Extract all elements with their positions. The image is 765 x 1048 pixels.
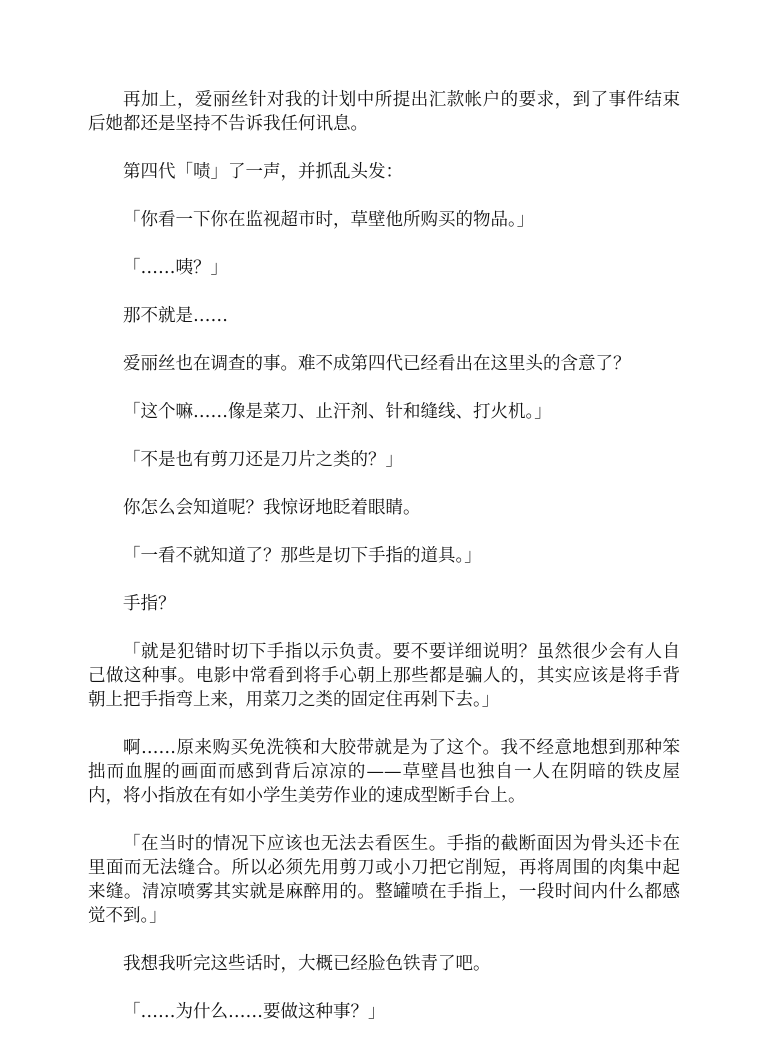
paragraph: 「不是也有剪刀还是刀片之类的？」 bbox=[123, 450, 403, 470]
document-page bbox=[88, 88, 680, 1048]
paragraph: 手指？ bbox=[123, 594, 176, 614]
paragraph: 「就是犯错时切下手指以示负责。要不要详细说明？虽然很少会有人自己做这种事。电影中常看到将手心朝上那些都是骗人的，其实应该是将手背朝上把手指弯上来，用菜刀之类的固定住再剁下去。」 bbox=[88, 642, 680, 710]
paragraph: 啊……原来购买免洗筷和大胶带就是为了这个。我不经意地想到那种笨拙而血腥的画面而感到背后凉凉的——草壁昌也独自一人在阴暗的铁皮屋内，将小指放在有如小学生美劳作业的速成型断手台上。 bbox=[88, 738, 680, 806]
paragraph: 「这个嘛……像是菜刀、止汗剂、针和缝线、打火机。」 bbox=[123, 402, 552, 422]
paragraph: 「你看一下你在监视超市时，草壁他所购买的物品。」 bbox=[123, 210, 535, 230]
paragraph: 「……咦？」 bbox=[123, 258, 228, 278]
paragraph: 那不就是…… bbox=[123, 306, 228, 326]
paragraph: 「一看不就知道了？那些是切下手指的道具。」 bbox=[123, 546, 482, 566]
paragraph: 「在当时的情况下应该也无法去看医生。手指的截断面因为骨头还卡在里面而无法缝合。所以必须先用剪刀或小刀把它削短，再将周围的肉集中起来缝。清凉喷雾其实就是麻醉用的。整罐喷在手指上，一段时间内什么都感觉不到。」 bbox=[88, 834, 680, 926]
paragraph: 再加上，爱丽丝针对我的计划中所提出汇款帐户的要求，到了事件结束后她都还是坚持不告诉我任何讯息。 bbox=[88, 90, 680, 134]
paragraph: 你怎么会知道呢？我惊讶地眨着眼睛。 bbox=[123, 498, 421, 518]
paragraph: 我想我听完这些话时，大概已经脸色铁青了吧。 bbox=[123, 954, 491, 974]
paragraph: 爱丽丝也在调查的事。难不成第四代已经看出在这里头的含意了？ bbox=[123, 354, 631, 374]
paragraph: 第四代「啧」了一声，并抓乱头发： bbox=[123, 162, 403, 182]
paragraph: 「……为什么……要做这种事？」 bbox=[123, 1002, 386, 1022]
